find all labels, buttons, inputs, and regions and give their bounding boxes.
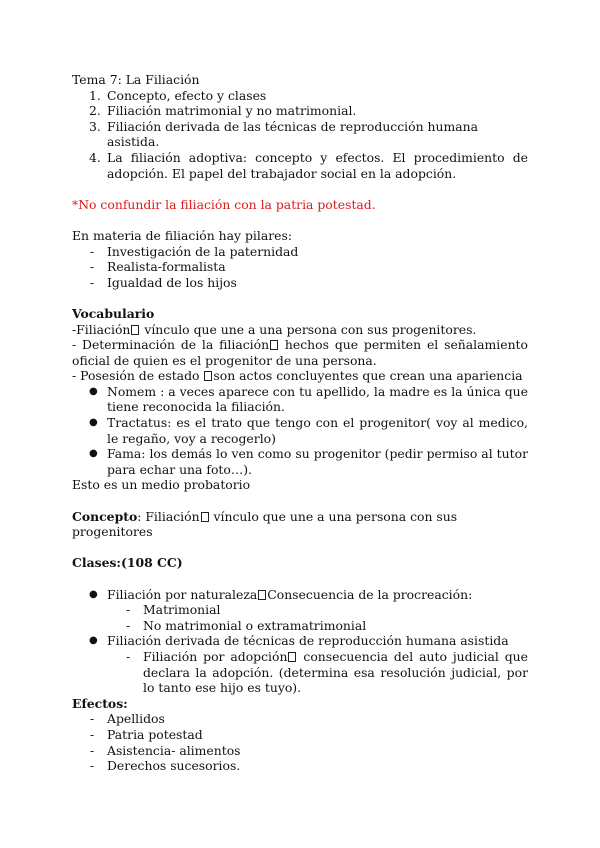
page-title: Tema 7: La Filiación bbox=[72, 72, 200, 87]
list-item: 2. Filiación matrimonial y no matrimonial. bbox=[89, 103, 357, 119]
list-item: - Asistencia- alimentos bbox=[90, 742, 241, 758]
missing-glyph-icon bbox=[288, 652, 296, 662]
list-item: ● Fama: los demás lo ven como su progenitor (pedir permiso al tutor para echar una foto…). bbox=[89, 446, 528, 477]
bullet-icon: ● bbox=[89, 417, 98, 429]
vocabulario-heading: Vocabulario bbox=[72, 305, 155, 321]
list-item: 1. Concepto, efecto y clases bbox=[89, 87, 267, 103]
list-item: - Realista-formalista bbox=[90, 259, 226, 275]
efectos-heading: Efectos: bbox=[72, 695, 128, 711]
list-item: ● Nomem : a veces aparece con tu apellido, la madre es la única que tiene reconocida la filiación. bbox=[89, 383, 528, 415]
list-item: 4. La filiación adoptiva: concepto y efectos. El procedimiento de adopción. El papel del trabajador social en la adopción. bbox=[89, 149, 528, 181]
bullet-icon: ● bbox=[89, 588, 98, 600]
list-item: - Apellidos bbox=[90, 711, 165, 727]
list-item: ● Filiación por naturaleza Consecuencia de la procreación: bbox=[89, 586, 473, 602]
missing-glyph-icon bbox=[204, 371, 212, 381]
medio-probatorio: Esto es un medio probatorio bbox=[72, 477, 251, 493]
missing-glyph-icon bbox=[201, 512, 209, 522]
missing-glyph-icon bbox=[258, 590, 266, 600]
list-item: - Matrimonial bbox=[126, 602, 221, 618]
vocab-filiacion: -Filiación vínculo que une a una persona con sus progenitores. bbox=[72, 321, 477, 337]
list-item: - Filiación por adopción consecuencia del auto judicial que declara la adopción. (determina esa resolución judicial, por lo tanto ese hijo es tuyo). bbox=[126, 648, 528, 696]
pilares-list bbox=[72, 244, 528, 291]
list-item: - No matrimonial o extramatrimonial bbox=[126, 617, 367, 633]
document-body bbox=[72, 72, 528, 774]
tecnicas-sublist bbox=[72, 649, 528, 696]
clases-heading: Clases:(108 CC) bbox=[72, 555, 183, 571]
naturaleza-sublist bbox=[72, 602, 528, 633]
list-item: - Derechos sucesorios. bbox=[90, 758, 241, 774]
missing-glyph-icon bbox=[270, 340, 278, 350]
concepto-line: Concepto: Filiación vínculo que une a una persona con sus progenitores bbox=[72, 508, 458, 540]
vocab-posesion: - Posesión de estado son actos concluyentes que crean una apariencia bbox=[72, 368, 523, 384]
list-item: - Igualdad de los hijos bbox=[90, 274, 237, 290]
list-item: - Patria potestad bbox=[90, 726, 203, 742]
efectos-list bbox=[72, 711, 528, 773]
warning-note: *No confundir la filiación con la patria potestad. bbox=[72, 196, 376, 212]
list-item: - Investigación de la paternidad bbox=[90, 243, 299, 259]
clases-list bbox=[72, 587, 528, 603]
missing-glyph-icon bbox=[131, 325, 139, 335]
topic-list bbox=[72, 88, 528, 182]
list-item: 3. Filiación derivada de las técnicas de reproducción humana asistida. bbox=[89, 118, 478, 150]
clases-list-2 bbox=[72, 633, 528, 649]
bullet-icon: ● bbox=[89, 635, 98, 647]
list-item: ● Filiación derivada de técnicas de reproducción humana asistida bbox=[89, 633, 509, 649]
vocab-determinacion: - Determinación de la filiación hechos que permiten el señalamiento oficial de quien es el progenitor de una persona. bbox=[72, 337, 528, 368]
bullet-icon: ● bbox=[89, 385, 98, 397]
bullet-icon: ● bbox=[89, 448, 98, 460]
pilares-intro: En materia de filiación hay pilares: bbox=[72, 227, 293, 243]
posesion-list bbox=[72, 384, 528, 478]
list-item: ● Tractatus: es el trato que tengo con el progenitor( voy al medico, le regaño, voy a recogerlo) bbox=[89, 415, 528, 446]
